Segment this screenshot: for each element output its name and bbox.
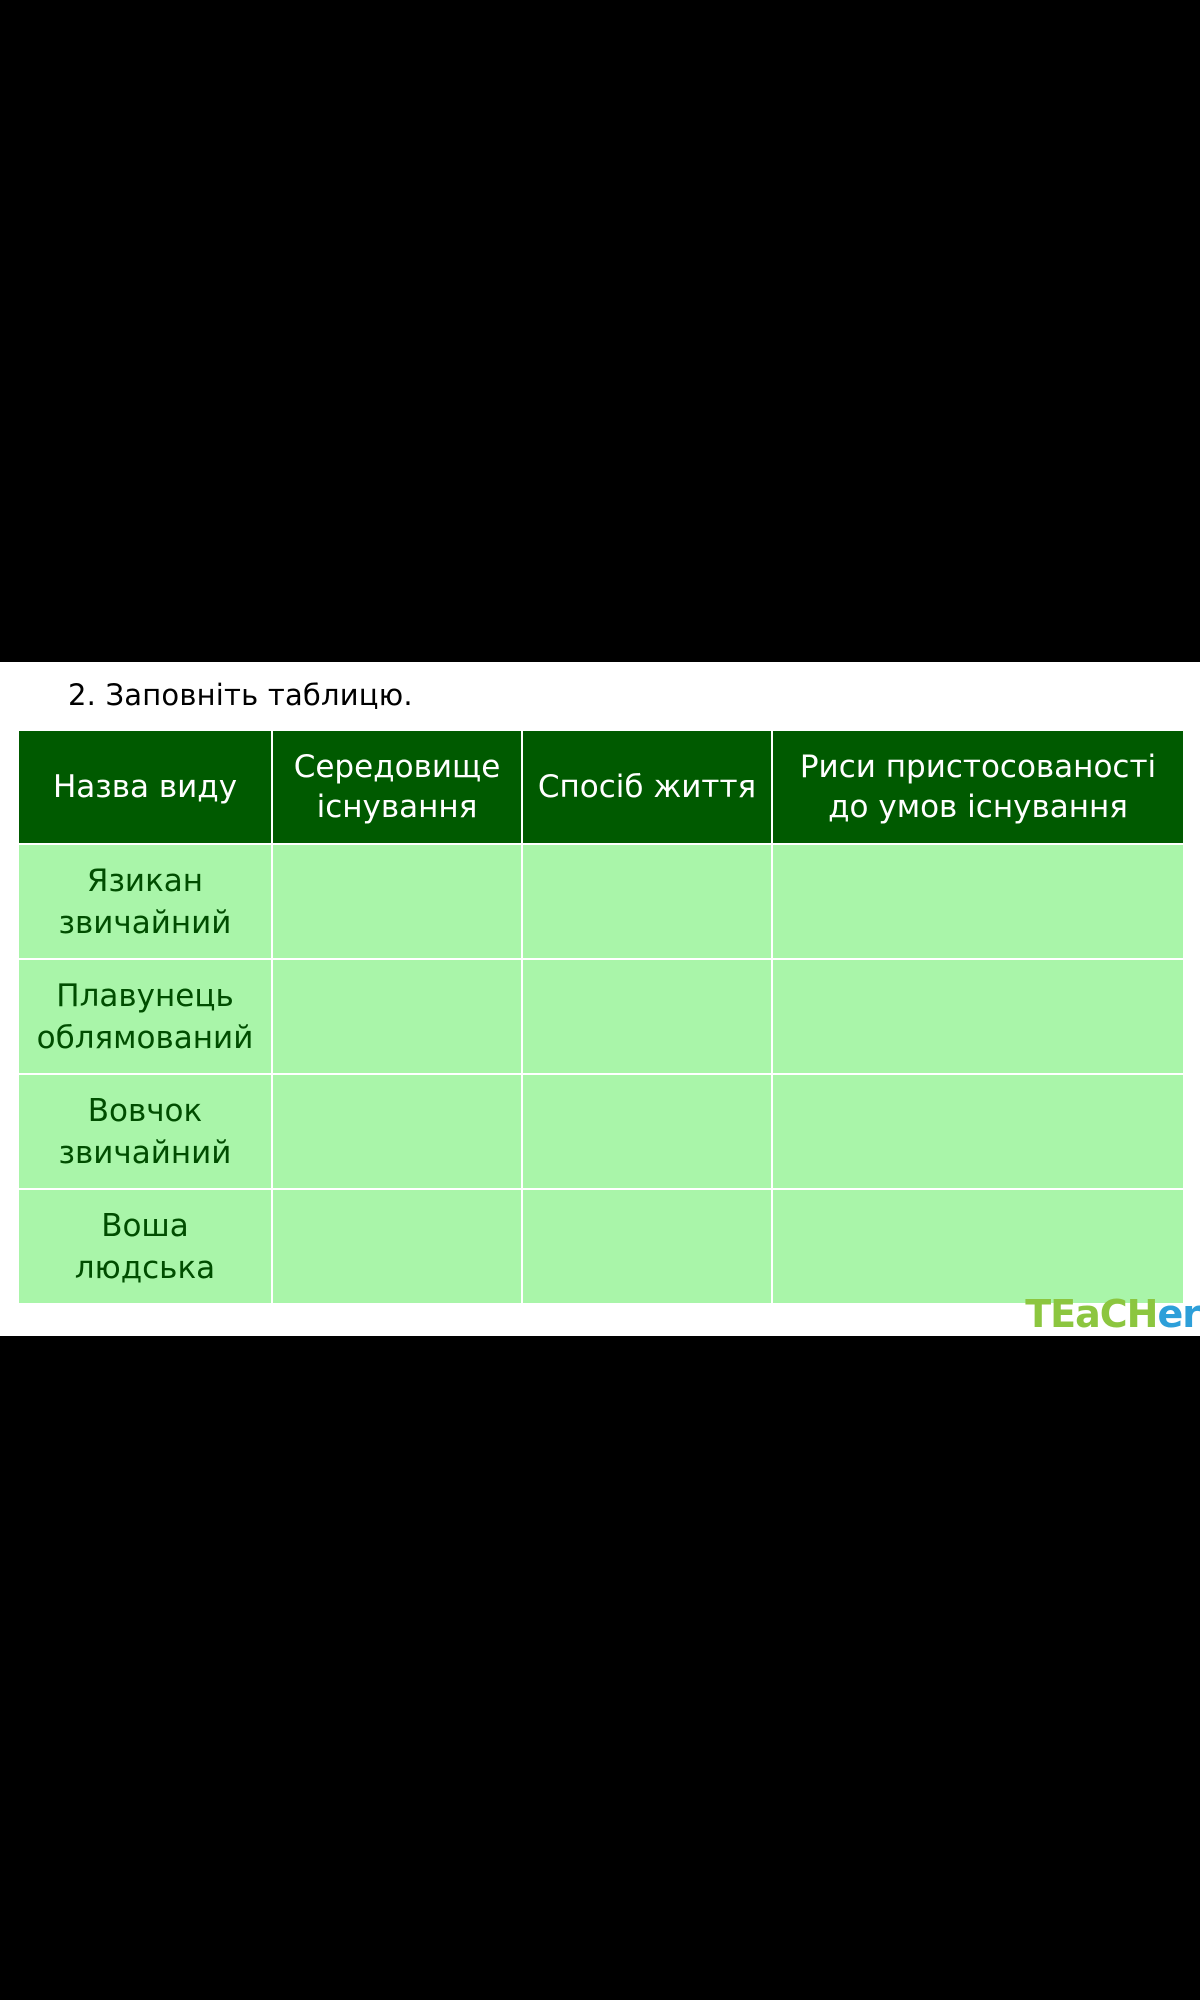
empty-cell[interactable] xyxy=(772,1074,1184,1189)
empty-cell[interactable] xyxy=(522,844,772,959)
species-cell: Плавунець облямований xyxy=(18,959,272,1074)
empty-cell[interactable] xyxy=(522,959,772,1074)
empty-cell[interactable] xyxy=(272,959,522,1074)
empty-cell[interactable] xyxy=(772,1189,1184,1304)
species-cell: Язикан звичайний xyxy=(18,844,272,959)
header-way-of-life: Спосіб життя xyxy=(522,730,772,844)
empty-cell[interactable] xyxy=(772,844,1184,959)
task-title: 2. Заповніть таблицю. xyxy=(68,678,413,712)
teacher-logo: TEaCHer xyxy=(1025,1292,1200,1336)
header-species-name: Назва виду xyxy=(18,730,272,844)
header-habitat: Середовище існування xyxy=(272,730,522,844)
table-header-row xyxy=(18,730,1184,844)
header-adaptation-features: Риси пристосованості до умов існування xyxy=(772,730,1184,844)
table-row xyxy=(18,959,1184,1074)
fill-in-table xyxy=(17,729,1185,1305)
empty-cell[interactable] xyxy=(272,844,522,959)
empty-cell[interactable] xyxy=(522,1074,772,1189)
empty-cell[interactable] xyxy=(772,959,1184,1074)
empty-cell[interactable] xyxy=(272,1189,522,1304)
table-row xyxy=(18,1074,1184,1189)
empty-cell[interactable] xyxy=(522,1189,772,1304)
species-cell: Воша людська xyxy=(18,1189,272,1304)
table-row xyxy=(18,844,1184,959)
slide xyxy=(0,662,1200,1336)
species-cell: Вовчок звичайний xyxy=(18,1074,272,1189)
empty-cell[interactable] xyxy=(272,1074,522,1189)
table-row xyxy=(18,1189,1184,1304)
